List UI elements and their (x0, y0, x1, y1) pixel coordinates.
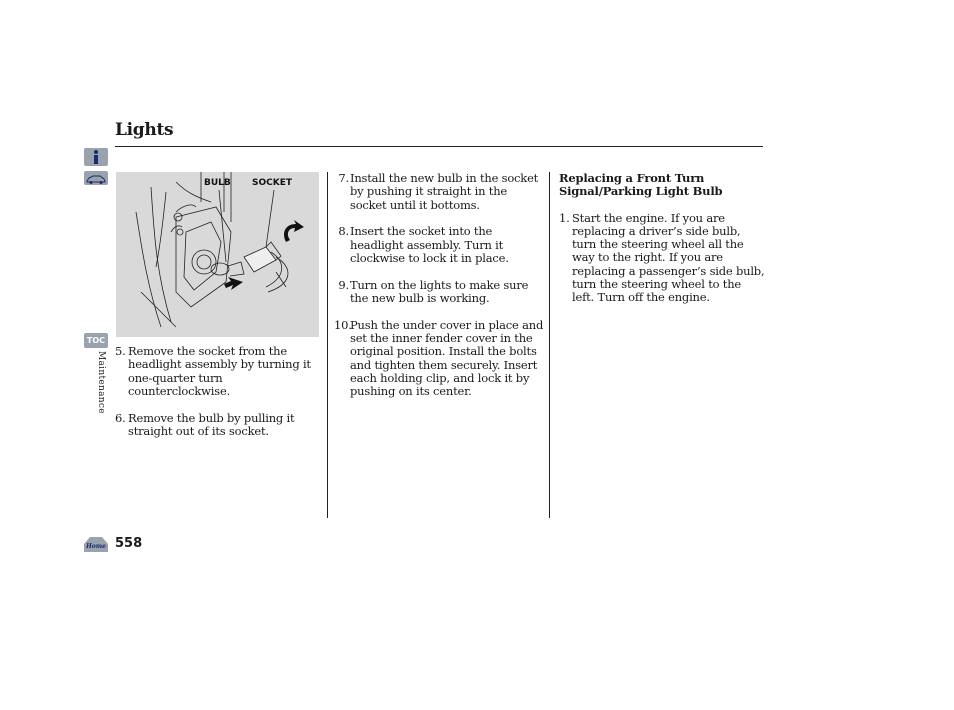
step-number: 7. (338, 171, 349, 185)
step-number: 8. (338, 224, 349, 239)
step-text: Insert the socket into the headlight assembly. Turn it clockwise to lock it in place. (350, 224, 509, 265)
home-icon (84, 536, 108, 552)
column-divider (549, 172, 550, 518)
step-text: Turn on the lights to make sure the new bulb is working. (350, 277, 529, 306)
step-item (334, 279, 544, 306)
step-item (334, 319, 544, 399)
socket-label: SOCKET (252, 178, 292, 188)
info-icon[interactable] (84, 148, 108, 166)
step-number: 5. (115, 344, 126, 358)
title-divider (115, 146, 763, 147)
step-text: Start the engine. If you are replacing a driver’s side bulb, turn the steering wheel all the way to the right. If you are replacing a passenger’s side bulb, turn the steering wheel to the left. Turn off the engine. (572, 210, 765, 305)
step-item (559, 212, 765, 305)
column-divider (327, 172, 328, 518)
step-item (334, 172, 544, 212)
column-1 (115, 345, 323, 452)
page-number: 558 (115, 536, 143, 551)
column-3 (559, 172, 765, 318)
bulb-label: BULB (204, 178, 231, 188)
step-item (334, 225, 544, 265)
step-text: Install the new bulb in the socket by pushing it straight in the socket until it bottoms. (350, 171, 539, 212)
home-label: Home (86, 543, 106, 550)
step-text: Push the under cover in place and set the inner fender cover in the original position. Install the bolts and tighten them securely. Insert each holding clip, and lock it by pushing on its center. (350, 317, 544, 399)
step-number: 10. (334, 317, 352, 332)
step-item (115, 412, 323, 439)
step-number: 1. (559, 210, 570, 225)
step-text: Remove the bulb by pulling it straight out of its socket. (128, 410, 295, 438)
step-text: Remove the socket from the headlight assembly by turning it one-quarter turn counterclockwise. (128, 344, 311, 398)
column-2 (334, 172, 544, 412)
headlight-diagram-svg (116, 172, 319, 337)
page-title: Lights (115, 120, 174, 140)
section-label: Maintenance (96, 351, 106, 414)
section-heading: Replacing a Front Turn Signal/Parking Light Bulb (559, 171, 723, 199)
headlight-bulb-illustration (116, 172, 319, 337)
step-number: 9. (338, 277, 349, 292)
car-icon[interactable] (84, 171, 108, 185)
home-button[interactable] (84, 536, 108, 552)
toc-button[interactable]: TOC (84, 333, 108, 348)
step-item (115, 345, 323, 398)
step-number: 6. (115, 410, 126, 425)
